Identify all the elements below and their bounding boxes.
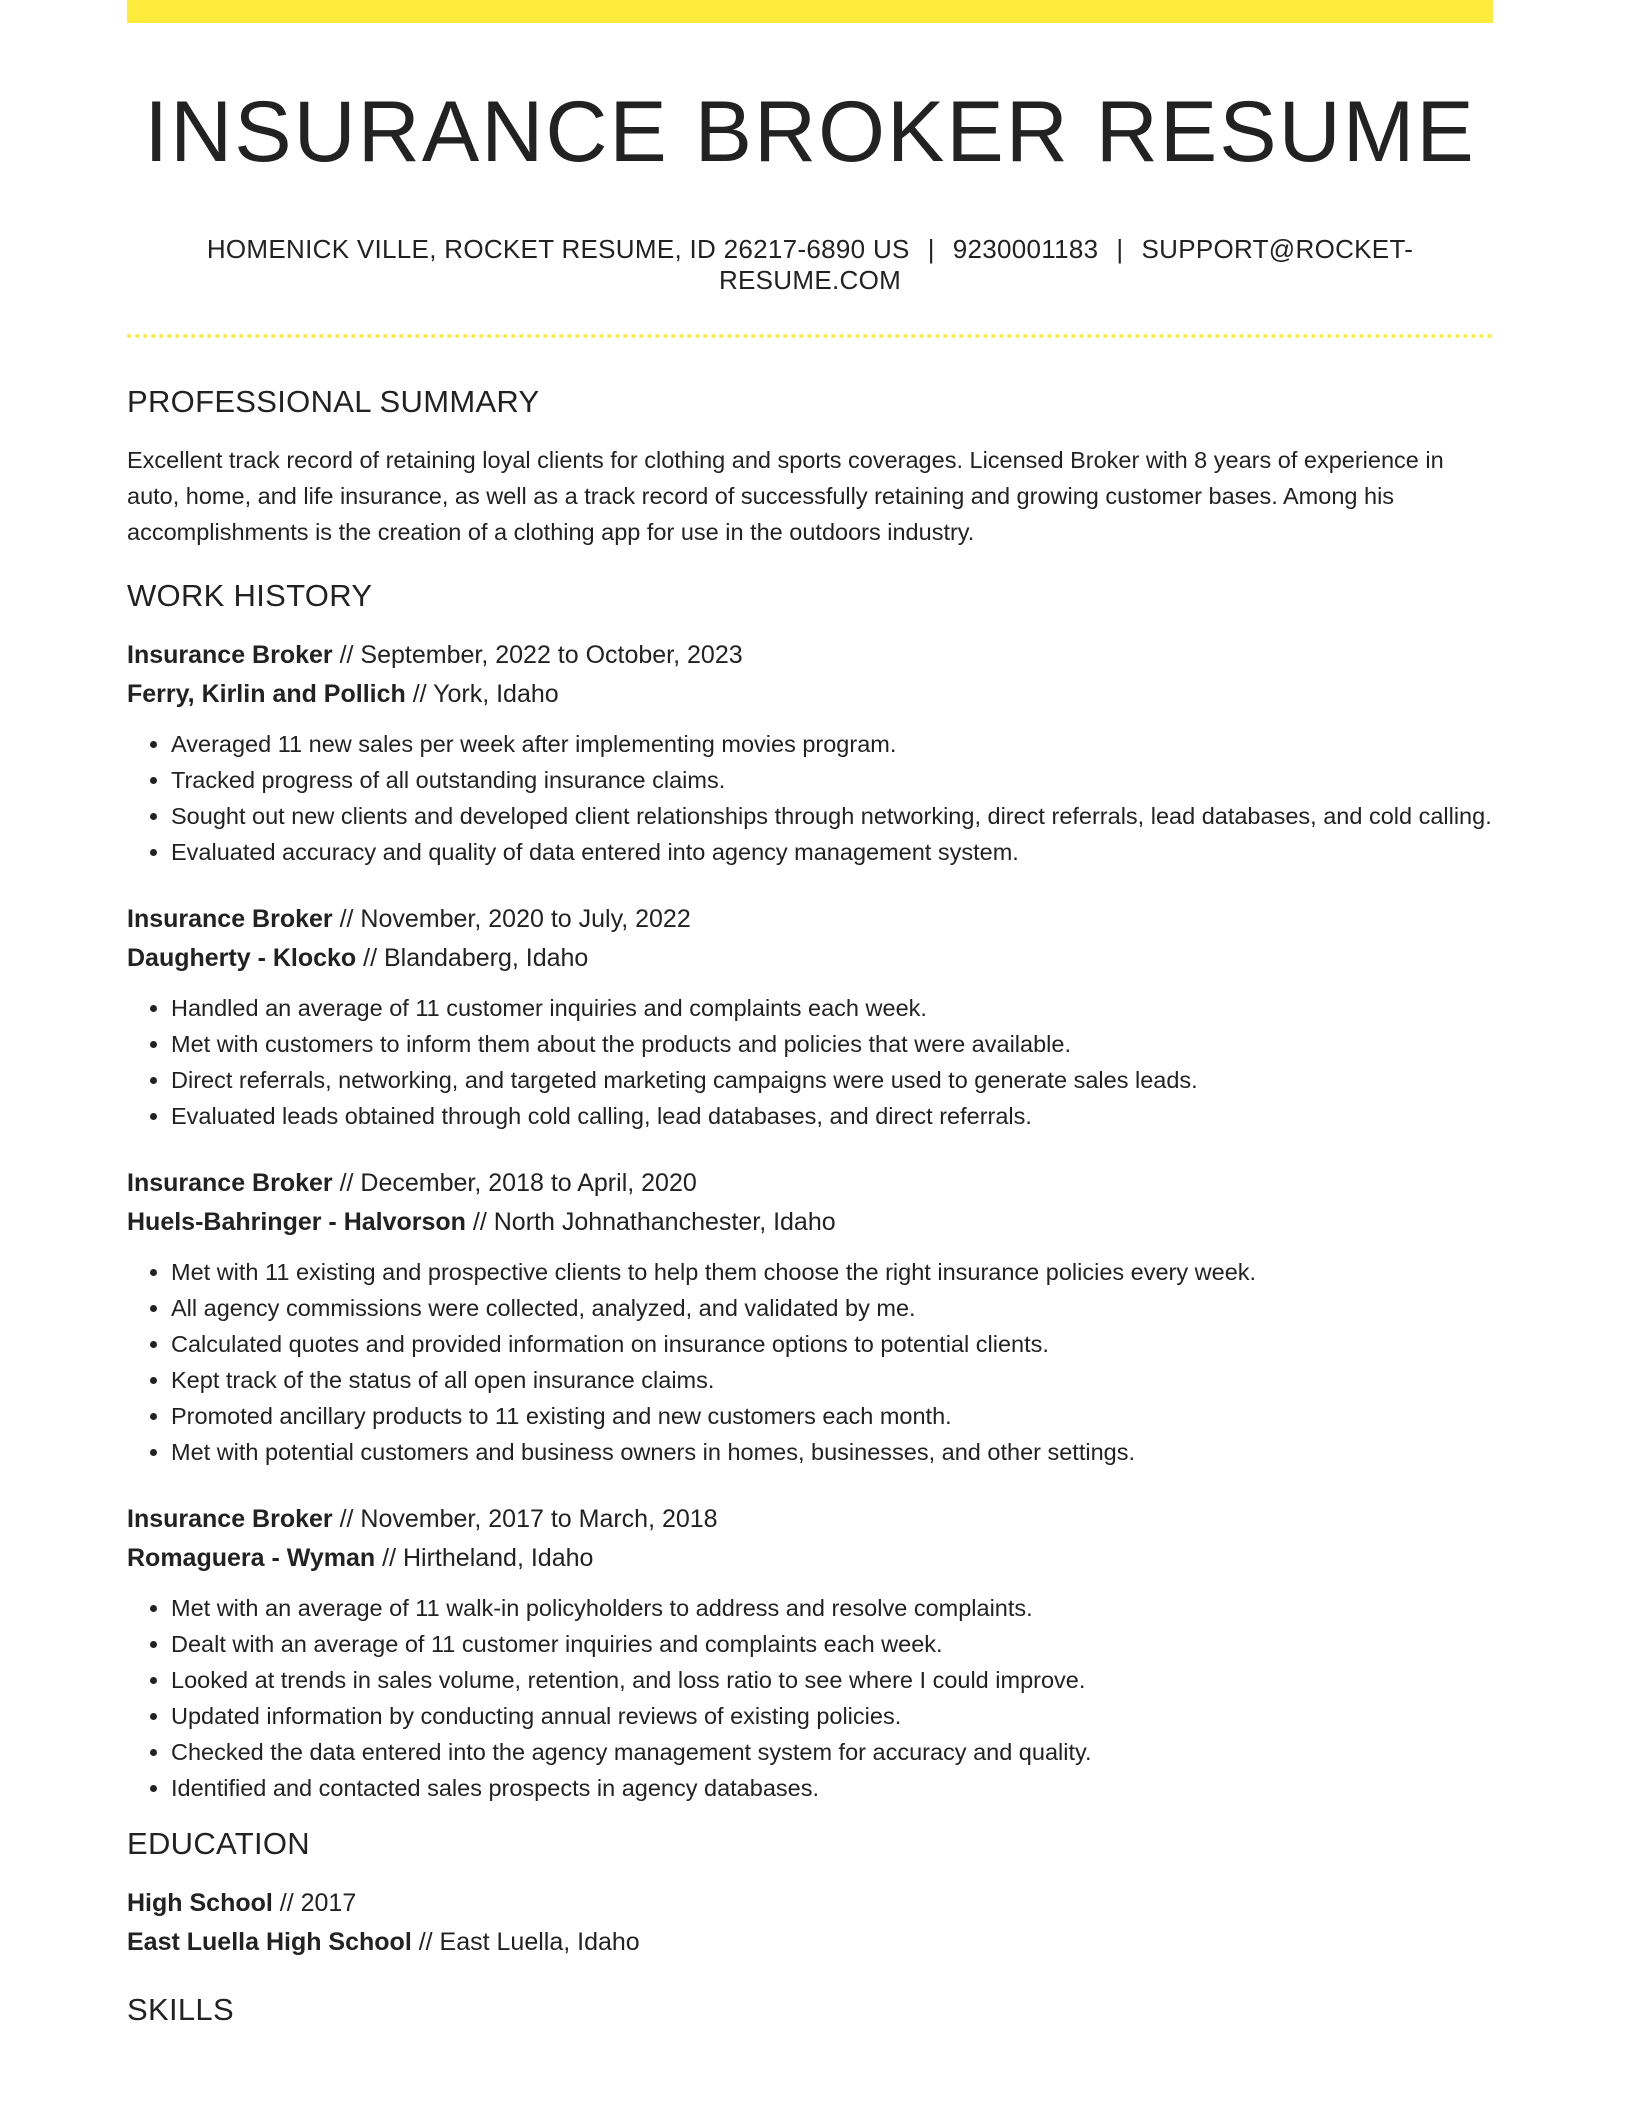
list-item: • Kept track of the status of all open insurance claims. bbox=[171, 1362, 1493, 1398]
education-school-line bbox=[127, 1923, 1493, 1962]
job-entry bbox=[127, 1164, 1493, 1470]
list-item: • Updated information by conducting annual reviews of existing policies. bbox=[171, 1698, 1493, 1734]
job-bullets bbox=[127, 726, 1493, 870]
job-role: Insurance Broker bbox=[127, 1504, 333, 1533]
section-title-summary: PROFESSIONAL SUMMARY bbox=[127, 383, 540, 419]
contact-separator: | bbox=[1116, 233, 1124, 264]
list-item: • Met with customers to inform them about the products and policies that were available. bbox=[171, 1026, 1493, 1062]
list-item: • Tracked progress of all outstanding insurance claims. bbox=[171, 762, 1493, 798]
job-role-line bbox=[127, 636, 1493, 675]
job-role: Insurance Broker bbox=[127, 1168, 333, 1197]
job-dates: // December, 2018 to April, 2020 bbox=[332, 1168, 697, 1197]
job-bullets bbox=[127, 1590, 1493, 1806]
list-item: • Handled an average of 11 customer inquiries and complaints each week. bbox=[171, 990, 1493, 1026]
education-school: East Luella High School bbox=[127, 1927, 412, 1956]
list-item: • All agency commissions were collected, analyzed, and validated by me. bbox=[171, 1290, 1493, 1326]
section-title-work-history: WORK HISTORY bbox=[127, 577, 373, 613]
list-item: • Evaluated leads obtained through cold calling, lead databases, and direct referrals. bbox=[171, 1098, 1493, 1134]
contact-address: HOMENICK VILLE, ROCKET RESUME, ID 26217-6890 US bbox=[206, 233, 910, 264]
summary-text: Excellent track record of retaining loyal clients for clothing and sports coverages. Licensed Broker with 8 years of experience in auto, home, and life insurance, as well as a track record of successfully retaining and growing customer bases. Among his accomplishments is the creation of a clothing app for use in the outdoors industry. bbox=[127, 446, 1444, 545]
job-entry bbox=[127, 900, 1493, 1134]
list-item: • Direct referrals, networking, and targeted marketing campaigns were used to generate sales leads. bbox=[171, 1062, 1493, 1098]
resume-page bbox=[127, 0, 1493, 2028]
job-company-line bbox=[127, 1203, 1493, 1242]
job-location: // North Johnathanchester, Idaho bbox=[465, 1207, 836, 1236]
education-year: // 2017 bbox=[272, 1888, 357, 1917]
list-item: • Looked at trends in sales volume, retention, and loss ratio to see where I could improve. bbox=[171, 1662, 1493, 1698]
job-role-line bbox=[127, 1164, 1493, 1203]
list-item: • Met with an average of 11 walk-in policyholders to address and resolve complaints. bbox=[171, 1590, 1493, 1626]
job-dates: // September, 2022 to October, 2023 bbox=[332, 640, 743, 669]
list-item: • Averaged 11 new sales per week after implementing movies program. bbox=[171, 726, 1493, 762]
list-item: • Evaluated accuracy and quality of data entered into agency management system. bbox=[171, 834, 1493, 870]
top-accent-bar bbox=[127, 0, 1493, 23]
job-company-line bbox=[127, 675, 1493, 714]
section-title-skills: SKILLS bbox=[127, 1991, 234, 2027]
contact-email: SUPPORT@ROCKET-RESUME.COM bbox=[718, 233, 1414, 295]
contact-phone: 9230001183 bbox=[952, 233, 1099, 264]
list-item: • Checked the data entered into the agency management system for accuracy and quality. bbox=[171, 1734, 1493, 1770]
job-location: // York, Idaho bbox=[405, 679, 559, 708]
job-bullets bbox=[127, 990, 1493, 1134]
resume-title: INSURANCE BROKER RESUME bbox=[144, 84, 1476, 180]
job-company-line bbox=[127, 1539, 1493, 1578]
job-location: // Hirtheland, Idaho bbox=[375, 1543, 594, 1572]
job-company: Daugherty - Klocko bbox=[127, 943, 357, 972]
job-company: Huels-Bahringer - Halvorson bbox=[127, 1207, 466, 1236]
job-role: Insurance Broker bbox=[127, 640, 333, 669]
list-item: • Met with potential customers and business owners in homes, businesses, and other settings. bbox=[171, 1434, 1493, 1470]
list-item: • Promoted ancillary products to 11 existing and new customers each month. bbox=[171, 1398, 1493, 1434]
job-role-line bbox=[127, 900, 1493, 939]
job-entry bbox=[127, 636, 1493, 870]
list-item: • Identified and contacted sales prospects in agency databases. bbox=[171, 1770, 1493, 1806]
education-degree-line bbox=[127, 1884, 1493, 1923]
education-degree: High School bbox=[127, 1888, 273, 1917]
list-item: • Met with 11 existing and prospective clients to help them choose the right insurance policies every week. bbox=[171, 1254, 1493, 1290]
list-item: • Sought out new clients and developed client relationships through networking, direct referrals, lead databases, and cold calling. bbox=[171, 798, 1493, 834]
job-company-line bbox=[127, 939, 1493, 978]
education-location: // East Luella, Idaho bbox=[411, 1927, 640, 1956]
contact-line bbox=[127, 234, 1493, 296]
job-dates: // November, 2020 to July, 2022 bbox=[332, 904, 691, 933]
job-role: Insurance Broker bbox=[127, 904, 333, 933]
job-company: Ferry, Kirlin and Pollich bbox=[127, 679, 406, 708]
list-item: • Dealt with an average of 11 customer inquiries and complaints each week. bbox=[171, 1626, 1493, 1662]
job-company: Romaguera - Wyman bbox=[127, 1543, 376, 1572]
job-location: // Blandaberg, Idaho bbox=[356, 943, 589, 972]
section-title-education: EDUCATION bbox=[127, 1825, 310, 1861]
job-bullets bbox=[127, 1254, 1493, 1470]
contact-separator: | bbox=[927, 233, 935, 264]
dotted-divider bbox=[127, 334, 1493, 338]
job-role-line bbox=[127, 1500, 1493, 1539]
education-entry bbox=[127, 1884, 1493, 1962]
job-entry bbox=[127, 1500, 1493, 1806]
list-item: • Calculated quotes and provided information on insurance options to potential clients. bbox=[171, 1326, 1493, 1362]
job-dates: // November, 2017 to March, 2018 bbox=[332, 1504, 718, 1533]
